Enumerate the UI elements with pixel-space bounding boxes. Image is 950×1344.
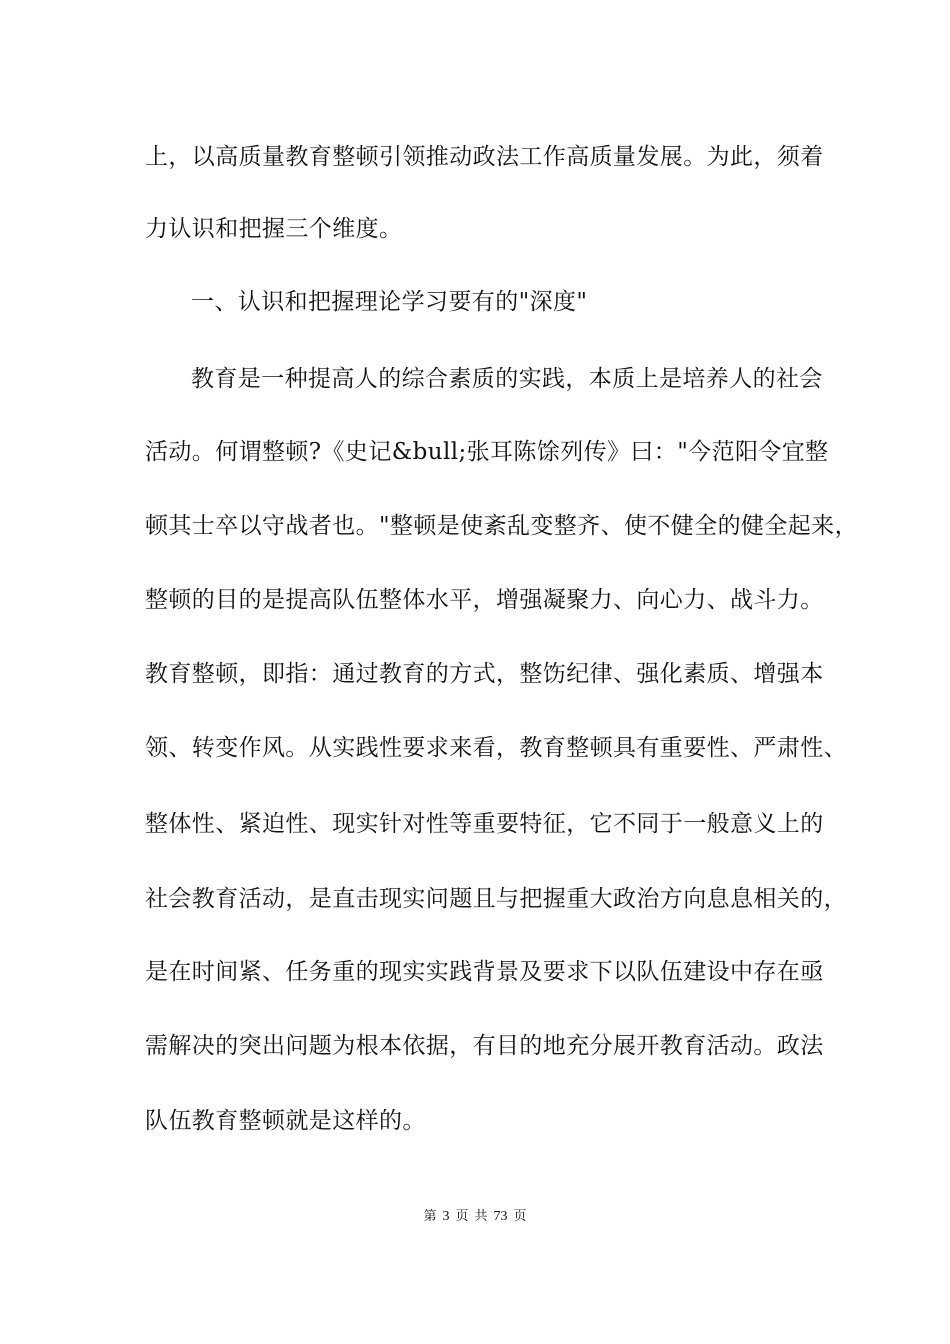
footer-suffix: 页 [513, 1209, 527, 1224]
body-text-line: 上，以高质量教育整顿引领推动政法工作高质量发展。为此，须着 [145, 144, 824, 170]
body-text-line: 顿其士卒以守战者也。"整顿是使紊乱变整齐、使不健全的健全起来， [145, 513, 858, 539]
body-text-line: 整顿的目的是提高队伍整体水平，增强凝聚力、向心力、战斗力。 [145, 587, 824, 613]
body-text-line: 整体性、紧迫性、现实针对性等重要特征，它不同于一般意义上的 [145, 811, 824, 837]
page-footer [0, 1208, 950, 1226]
body-text-line: 教育整顿，即指：通过教育的方式，整饬纪律、强化素质、增强本 [145, 661, 824, 687]
footer-total-prefix: 共 [474, 1209, 488, 1224]
body-text-line: 队伍教育整顿就是这样的。 [145, 1108, 426, 1134]
footer-page-unit: 页 [455, 1209, 469, 1224]
current-page-number: 3 [442, 1209, 450, 1224]
total-page-count: 73 [493, 1209, 508, 1224]
body-text-line: 是在时间紧、任务重的现实实践背景及要求下以队伍建设中存在亟 [145, 959, 824, 985]
footer-prefix: 第 [423, 1209, 437, 1224]
body-text-line: 教育是一种提高人的综合素质的实践，本质上是培养人的社会 [191, 366, 823, 392]
section-heading: 一、认识和把握理论学习要有的"深度" [191, 289, 588, 315]
body-text-line: 社会教育活动，是直击现实问题且与把握重大政治方向息息相关的， [145, 886, 847, 912]
body-text-line: 活动。何谓整顿?《史记&bull;张耳陈馀列传》曰："今范阳令宜整 [145, 439, 829, 465]
body-text-line: 领、转变作风。从实践性要求来看，教育整顿具有重要性、严肃性、 [145, 735, 847, 761]
body-text-line: 力认识和把握三个维度。 [145, 216, 403, 242]
body-text-line: 需解决的突出问题为根本依据，有目的地充分展开教育活动。政法 [145, 1033, 824, 1059]
